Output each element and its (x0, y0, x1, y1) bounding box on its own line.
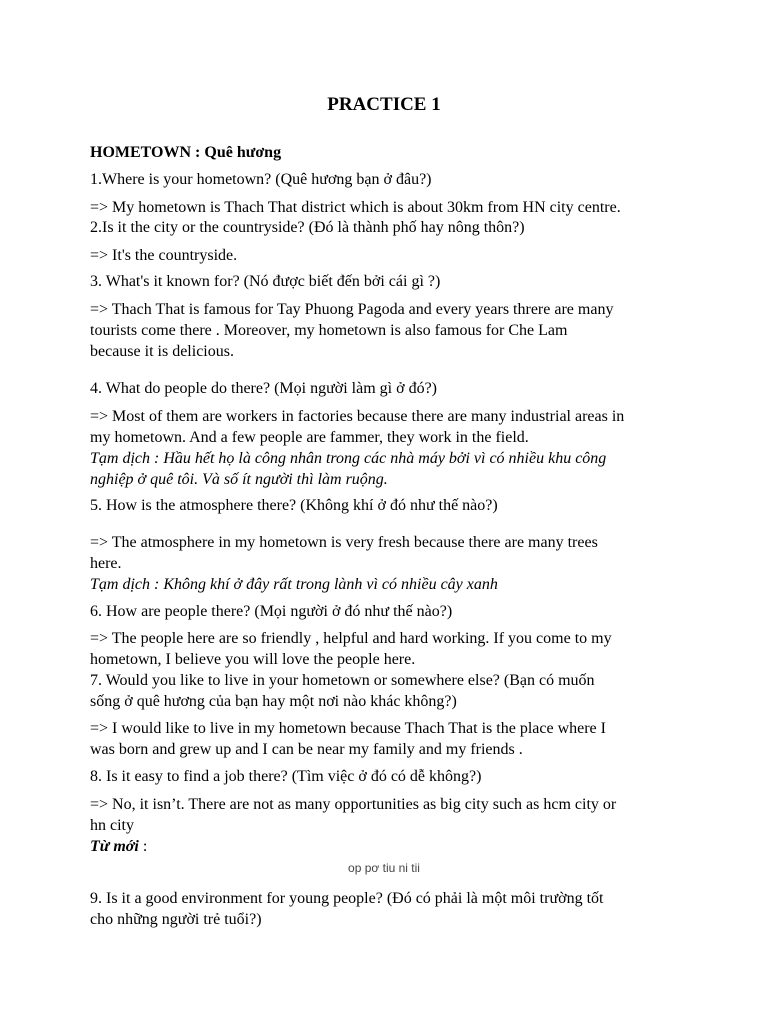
translation-4-line-2: nghiệp ở quê tôi. Và số ít người thì làm ruộng. (90, 471, 388, 488)
question-4: 4. What do people do there? (Mọi người làm gì ở đó?) (90, 380, 437, 397)
question-7-line-1: 7. Would you like to live in your hometown or somewhere else? (Bạn có muốn (90, 672, 595, 689)
answer-7-line-1: => I would like to live in my hometown because Thach That is the place where I (90, 720, 606, 737)
answer-8-line-2: hn city (90, 817, 134, 834)
answer-6-line-2: hometown, I believe you will love the people here. (90, 651, 416, 668)
answer-8-line-1: => No, it isn’t. There are not as many opportunities as big city such as hcm city or (90, 796, 617, 813)
question-3: 3. What's it known for? (Nó được biết đến bởi cái gì ?) (90, 273, 441, 290)
question-1: 1.Where is your hometown? (Quê hương bạn ở đâu?) (90, 171, 432, 188)
answer-3-line-2: tourists come there . Moreover, my hometown is also famous for Che Lam (90, 322, 568, 339)
answer-3-line-3: because it is delicious. (90, 343, 234, 360)
answer-6-line-1: => The people here are so friendly , helpful and hard working. If you come to my (90, 630, 612, 647)
answer-4-line-1: => Most of them are workers in factories because there are many industrial areas in (90, 408, 625, 425)
new-words-note: op pơ tiu ni tii (348, 861, 420, 875)
answer-7-line-2: was born and grew up and I can be near my family and my friends . (90, 741, 523, 758)
answer-3-line-1: => Thach That is famous for Tay Phuong Pagoda and every years threre are many (90, 301, 614, 318)
question-7-line-2: sống ở quê hương của bạn hay một nơi nào khác không?) (90, 693, 457, 710)
translation-4-line-1: Tạm dịch : Hầu hết họ là công nhân trong các nhà máy bởi vì có nhiều khu công (90, 450, 607, 467)
answer-1-line-1: => My hometown is Thach That district which is about 30km from HN city centre. (90, 199, 621, 216)
section-heading: HOMETOWN : Quê hương (90, 144, 282, 161)
translation-5-line-1: Tạm dịch : Không khí ở đây rất trong lành vì có nhiều cây xanh (90, 576, 498, 593)
question-5: 5. How is the atmosphere there? (Không khí ở đó như thế nào?) (90, 497, 498, 514)
question-8: 8. Is it easy to find a job there? (Tìm việc ở đó có dễ không?) (90, 768, 482, 785)
new-words-line (90, 836, 147, 857)
answer-2-line-1: => It's the countryside. (90, 247, 238, 264)
page-title: PRACTICE 1 (327, 94, 441, 115)
answer-5-line-1: => The atmosphere in my hometown is very fresh because there are many trees (90, 534, 598, 551)
answer-4-line-2: my hometown. And a few people are fammer, they work in the field. (90, 429, 529, 446)
question-9-line-1: 9. Is it a good environment for young people? (Đó có phải là một môi trường tốt (90, 890, 604, 907)
new-words-suffix: : (138, 838, 148, 855)
question-9-line-2: cho những người trẻ tuổi?) (90, 911, 262, 928)
question-2: 2.Is it the city or the countryside? (Đó là thành phố hay nông thôn?) (90, 219, 525, 236)
answer-5-line-2: here. (90, 555, 122, 572)
question-6: 6. How are people there? (Mọi người ở đó như thế nào?) (90, 603, 453, 620)
new-words-label: Từ mới (90, 838, 139, 855)
